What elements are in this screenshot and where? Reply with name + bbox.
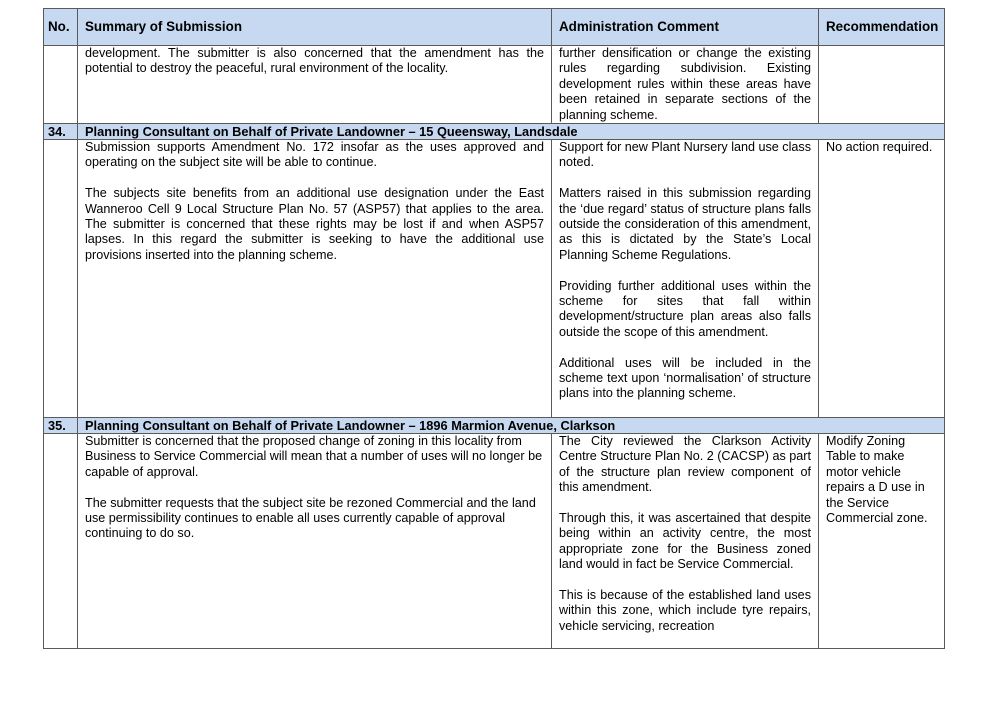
row-no-cell [44, 140, 78, 418]
header-row [44, 9, 945, 46]
admin-paragraph: This is because of the established land uses within this zone, which include tyre repairs, vehicle servicing, recreation [559, 588, 811, 633]
admin-comment-cell [552, 46, 819, 124]
summary-paragraph: The submitter requests that the subject site be rezoned Commercial and the land use permissibility continues to enable all uses currently capable of approval continuing to do so. [85, 495, 536, 541]
header-no: No. [44, 9, 78, 46]
section-row-35 [44, 418, 945, 434]
admin-paragraph: further densification or change the existing rules regarding subdivision. Existing development rules within these areas have been retained in separate sections of the planning scheme. [559, 46, 811, 122]
admin-paragraph: Through this, it was ascertained that despite being within an activity centre, the most appropriate zone for the Business zoned land would in fact be Service Commercial. [559, 511, 811, 572]
section-title: Planning Consultant on Behalf of Private Landowner – 15 Queensway, Landsdale [78, 124, 945, 140]
recommendation-cell [819, 46, 945, 124]
summary-cell [78, 434, 552, 649]
summary-cell [78, 46, 552, 124]
submissions-table [43, 8, 945, 649]
summary-paragraph: Submission supports Amendment No. 172 insofar as the uses approved and operating on the subject site will be able to continue. [85, 140, 544, 170]
admin-comment-cell [552, 434, 819, 649]
row-no-cell [44, 46, 78, 124]
table-row [44, 434, 945, 649]
admin-paragraph: Matters raised in this submission regarding the ‘due regard’ status of structure plans falls outside the consideration of this amendment, as this is dictated by the State’s Local Planning Scheme Regulations. [559, 186, 811, 262]
summary-paragraph: Submitter is concerned that the proposed change of zoning in this locality from Business to Service Commercial will mean that a number of uses will no longer be capable of approval. [85, 434, 543, 479]
summary-cell [78, 140, 552, 418]
row-no-cell [44, 434, 78, 649]
recommendation-text: No action required. [826, 140, 933, 155]
admin-comment-cell [552, 140, 819, 418]
section-number: 34. [44, 124, 78, 140]
summary-paragraph: The subjects site benefits from an additional use designation under the East Wanneroo Cell 9 Local Structure Plan No. 57 (ASP57) that applies to the area. The submitter is concerned that these rights may be lost if and when ASP57 lapses. In this regard the submitter is seeking to have the additional use provisions inserted into the planning scheme. [85, 186, 544, 262]
summary-paragraph: development. The submitter is also concerned that the amendment has the potential to destroy the peaceful, rural environment of the locality. [85, 46, 544, 76]
table-row [44, 46, 945, 124]
section-row-34 [44, 124, 945, 140]
summary-wrap [85, 434, 544, 648]
admin-paragraph: Providing further additional uses within the scheme for sites that fall within development/structure plan areas also falls outside the scope of this amendment. [559, 278, 811, 339]
admin-paragraph: The City reviewed the Clarkson Activity Centre Structure Plan No. 2 (CACSP) as part of the structure plan review component of this amendment. [559, 434, 811, 495]
admin-wrap [559, 434, 811, 648]
section-title: Planning Consultant on Behalf of Private Landowner – 1896 Marmion Avenue, Clarkson [78, 418, 945, 434]
admin-paragraph: Additional uses will be included in the scheme text upon ‘normalisation’ of structure plans into the planning scheme. [559, 355, 811, 401]
recommendation-text: Modify Zoning Table to make motor vehicle repairs a D use in the Service Commercial zone. [826, 434, 928, 526]
header-summary: Summary of Submission [78, 9, 552, 46]
header-admin-comment: Administration Comment [552, 9, 819, 46]
section-number: 35. [44, 418, 78, 434]
admin-paragraph: Support for new Plant Nursery land use class noted. [559, 140, 811, 170]
recommendation-cell [819, 434, 945, 649]
table-row [44, 140, 945, 418]
header-recommendation: Recommendation [819, 9, 945, 46]
recommendation-wrap [826, 434, 937, 648]
recommendation-cell [819, 140, 945, 418]
